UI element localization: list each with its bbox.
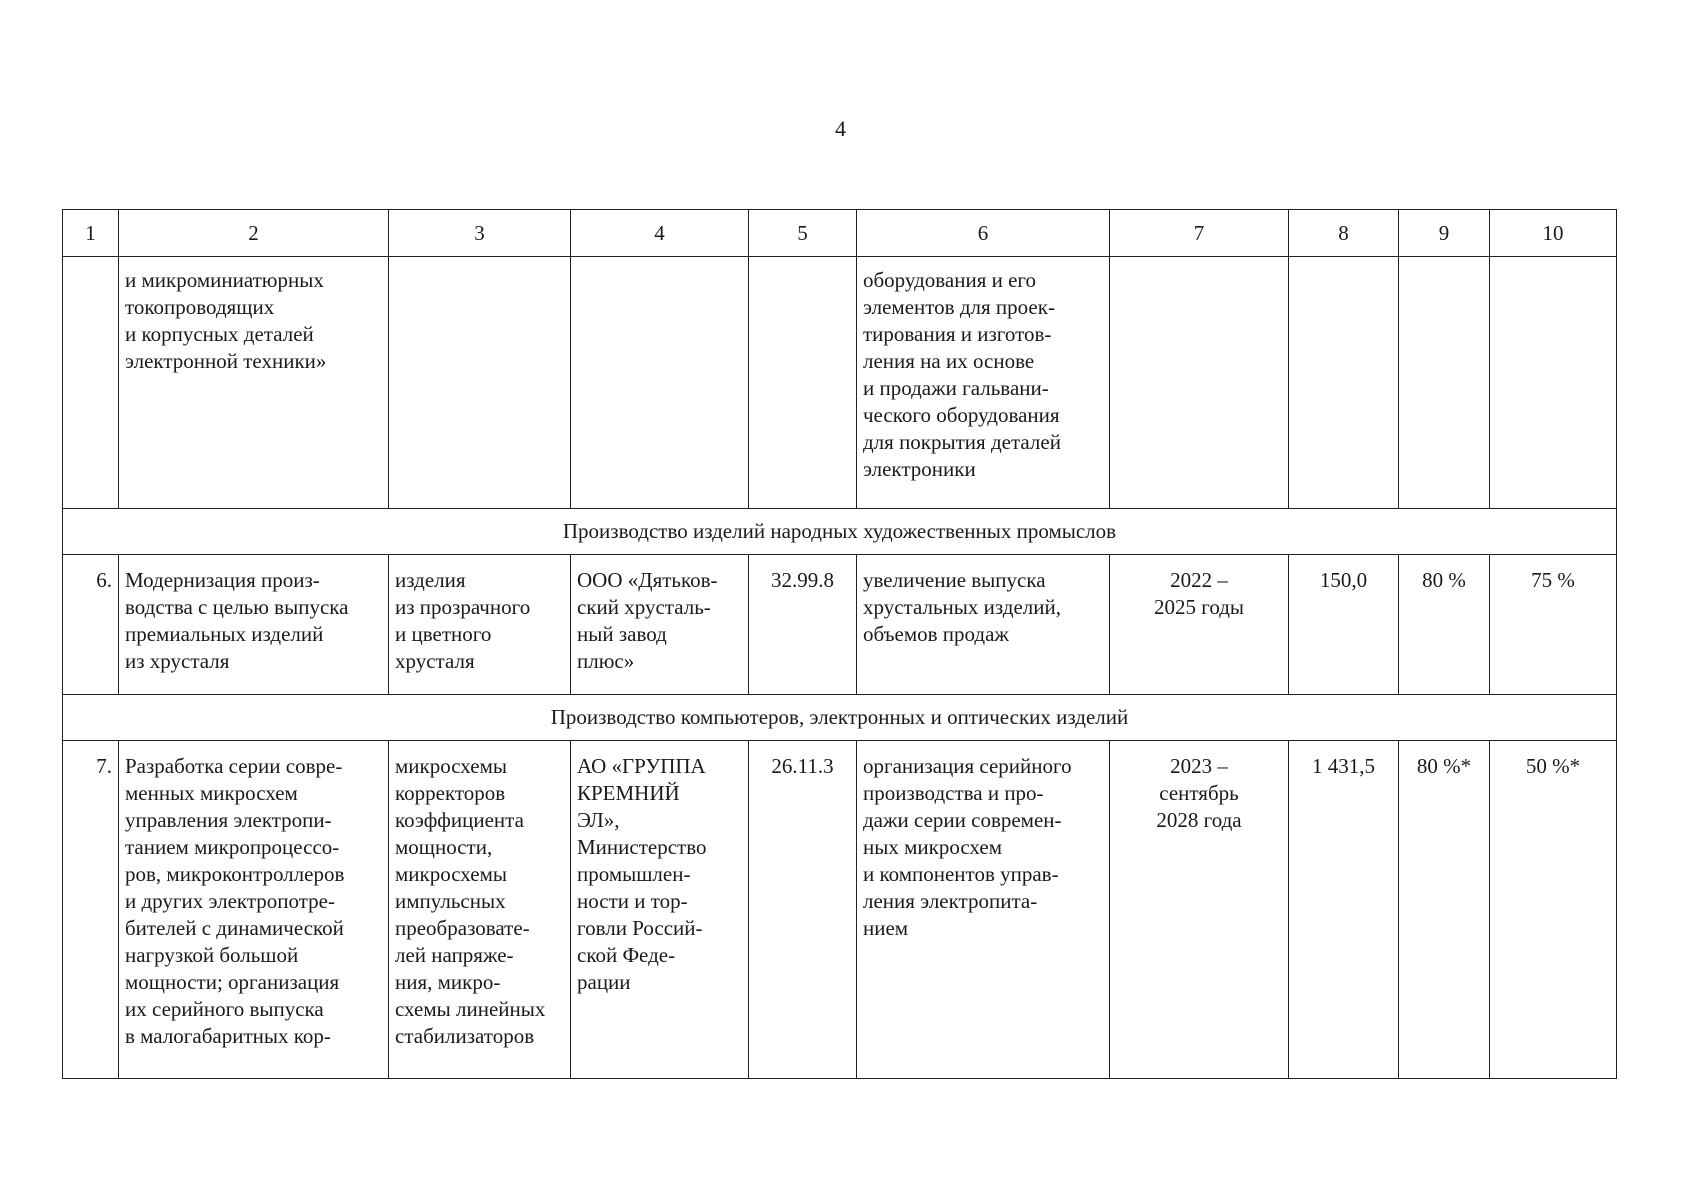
empty-cell [389,257,571,509]
project-name-cell [119,741,389,1079]
text-line: премиальных изделий [125,622,324,646]
column-number: 10 [1490,210,1617,257]
row-number: 7. [63,741,119,1079]
column-number: 1 [63,210,119,257]
goal-cell [857,741,1110,1079]
empty-cell [571,257,749,509]
empty-cell [1490,257,1617,509]
text-line: стабилизаторов [395,1024,535,1048]
text-line: КРЕМНИЙ [577,781,680,805]
empty-cell [1399,257,1490,509]
section-header-row [63,695,1617,741]
text-line: ления на их основе [863,349,1035,373]
text-line: ный завод [577,622,667,646]
text-line: в малогабаритных кор- [125,1024,331,1048]
text-line: из прозрачного [395,595,531,619]
section-header-row [63,509,1617,555]
row-number: 6. [63,555,119,695]
text-line: 2028 года [1156,808,1242,832]
column-number-row [63,210,1617,257]
amount-cell: 150,0 [1289,555,1399,695]
text-line: промышлен- [577,862,691,886]
text-line: корректоров [395,781,506,805]
text-line: хрусталя [395,649,475,673]
empty-cell [1289,257,1399,509]
text-line: управления электропи- [125,808,332,832]
column-number: 8 [1289,210,1399,257]
text-line: ния, микро- [395,970,501,994]
text-line: производства и про- [863,781,1044,805]
text-line: коэффициента [395,808,524,832]
text-line: АО «ГРУППА [577,754,706,778]
column-number: 6 [857,210,1110,257]
text-line: плюс» [577,649,635,673]
table-row [63,555,1617,695]
projects-table [62,209,1617,1079]
text-line: и других электропотре- [125,889,335,913]
empty-cell [749,257,857,509]
column-number: 4 [571,210,749,257]
initiator-cell [571,555,749,695]
amount-cell: 1 431,5 [1289,741,1399,1079]
text-line: ский хрусталь- [577,595,711,619]
text-line: хрустальных изделий, [863,595,1062,619]
text-line: организация серийного [863,754,1072,778]
text-line: говли Россий- [577,916,703,940]
text-line: ческого оборудования [863,403,1060,427]
text-line: ности и тор- [577,889,688,913]
column-number: 2 [119,210,389,257]
text-line: ЭЛ», [577,808,620,832]
share-9-cell: 80 %* [1399,741,1490,1079]
text-line: рации [577,970,631,994]
text-line: Разработка серии совре- [125,754,343,778]
section-title: Производство компьютеров, электронных и оптических изделий [63,695,1617,741]
page-number: 4 [835,116,846,141]
text-line: нием [863,916,909,940]
text-line: и микроминиатюрных [125,268,324,292]
text-line: водства с целью выпуска [125,595,349,619]
text-line: и компонентов управ- [863,862,1059,886]
text-line: преобразовате- [395,916,530,940]
text-line: элементов для проек- [863,295,1055,319]
share-9-cell: 80 % [1399,555,1490,695]
empty-cell [63,257,119,509]
empty-cell [1110,257,1289,509]
text-line: и корпусных деталей [125,322,314,346]
column-number: 3 [389,210,571,257]
text-line: для покрытия деталей [863,430,1061,454]
text-line: бителей с динамической [125,916,344,940]
text-line: нагрузкой большой [125,943,299,967]
text-line: их серийного выпуска [125,997,324,1021]
text-line: Министерство [577,835,707,859]
text-line: токопроводящих [125,295,275,319]
project-name-cell [119,257,389,509]
section-title: Производство изделий народных художественных промыслов [63,509,1617,555]
text-line: танием микропроцессо- [125,835,340,859]
text-line: Модернизация произ- [125,568,320,592]
text-line: микросхемы [395,862,507,886]
text-line: ров, микроконтроллеров [125,862,345,886]
text-line: 2022 – [1170,568,1228,592]
okpd-code: 32.99.8 [749,555,857,695]
period-cell [1110,555,1289,695]
table-row [63,741,1617,1079]
initiator-cell [571,741,749,1079]
text-line: менных микросхем [125,781,298,805]
text-line: лей напряже- [395,943,514,967]
share-10-cell: 50 %* [1490,741,1617,1079]
project-name-cell [119,555,389,695]
text-line: оборудования и его [863,268,1037,292]
text-line: схемы линейных [395,997,546,1021]
text-line: электронной техники» [125,349,327,373]
share-10-cell: 75 % [1490,555,1617,695]
continuation-row [63,257,1617,509]
okpd-code: 26.11.3 [749,741,857,1079]
text-line: из хрусталя [125,649,230,673]
text-line: ления электропита- [863,889,1038,913]
text-line: электроники [863,457,976,481]
text-line: микросхемы [395,754,507,778]
text-line: дажи серии современ- [863,808,1062,832]
column-number: 9 [1399,210,1490,257]
goal-cell [857,555,1110,695]
text-line: 2023 – [1170,754,1228,778]
column-number: 7 [1110,210,1289,257]
text-line: ской Феде- [577,943,676,967]
column-number: 5 [749,210,857,257]
text-line: и продажи гальвани- [863,376,1049,400]
text-line: 2025 годы [1153,595,1245,619]
product-cell [389,555,571,695]
text-line: сентябрь [1159,781,1239,805]
text-line: тирования и изготов- [863,322,1052,346]
text-line: мощности; организация [125,970,340,994]
text-line: мощности, [395,835,493,859]
text-line: импульсных [395,889,506,913]
text-line: и цветного [395,622,492,646]
text-line: изделия [395,568,466,592]
text-line: ных микросхем [863,835,1002,859]
text-line: ООО «Дятьков- [577,568,718,592]
text-line: объемов продаж [863,622,1009,646]
text-line: увеличение выпуска [863,568,1046,592]
goal-cell [857,257,1110,509]
product-cell [389,741,571,1079]
period-cell [1110,741,1289,1079]
